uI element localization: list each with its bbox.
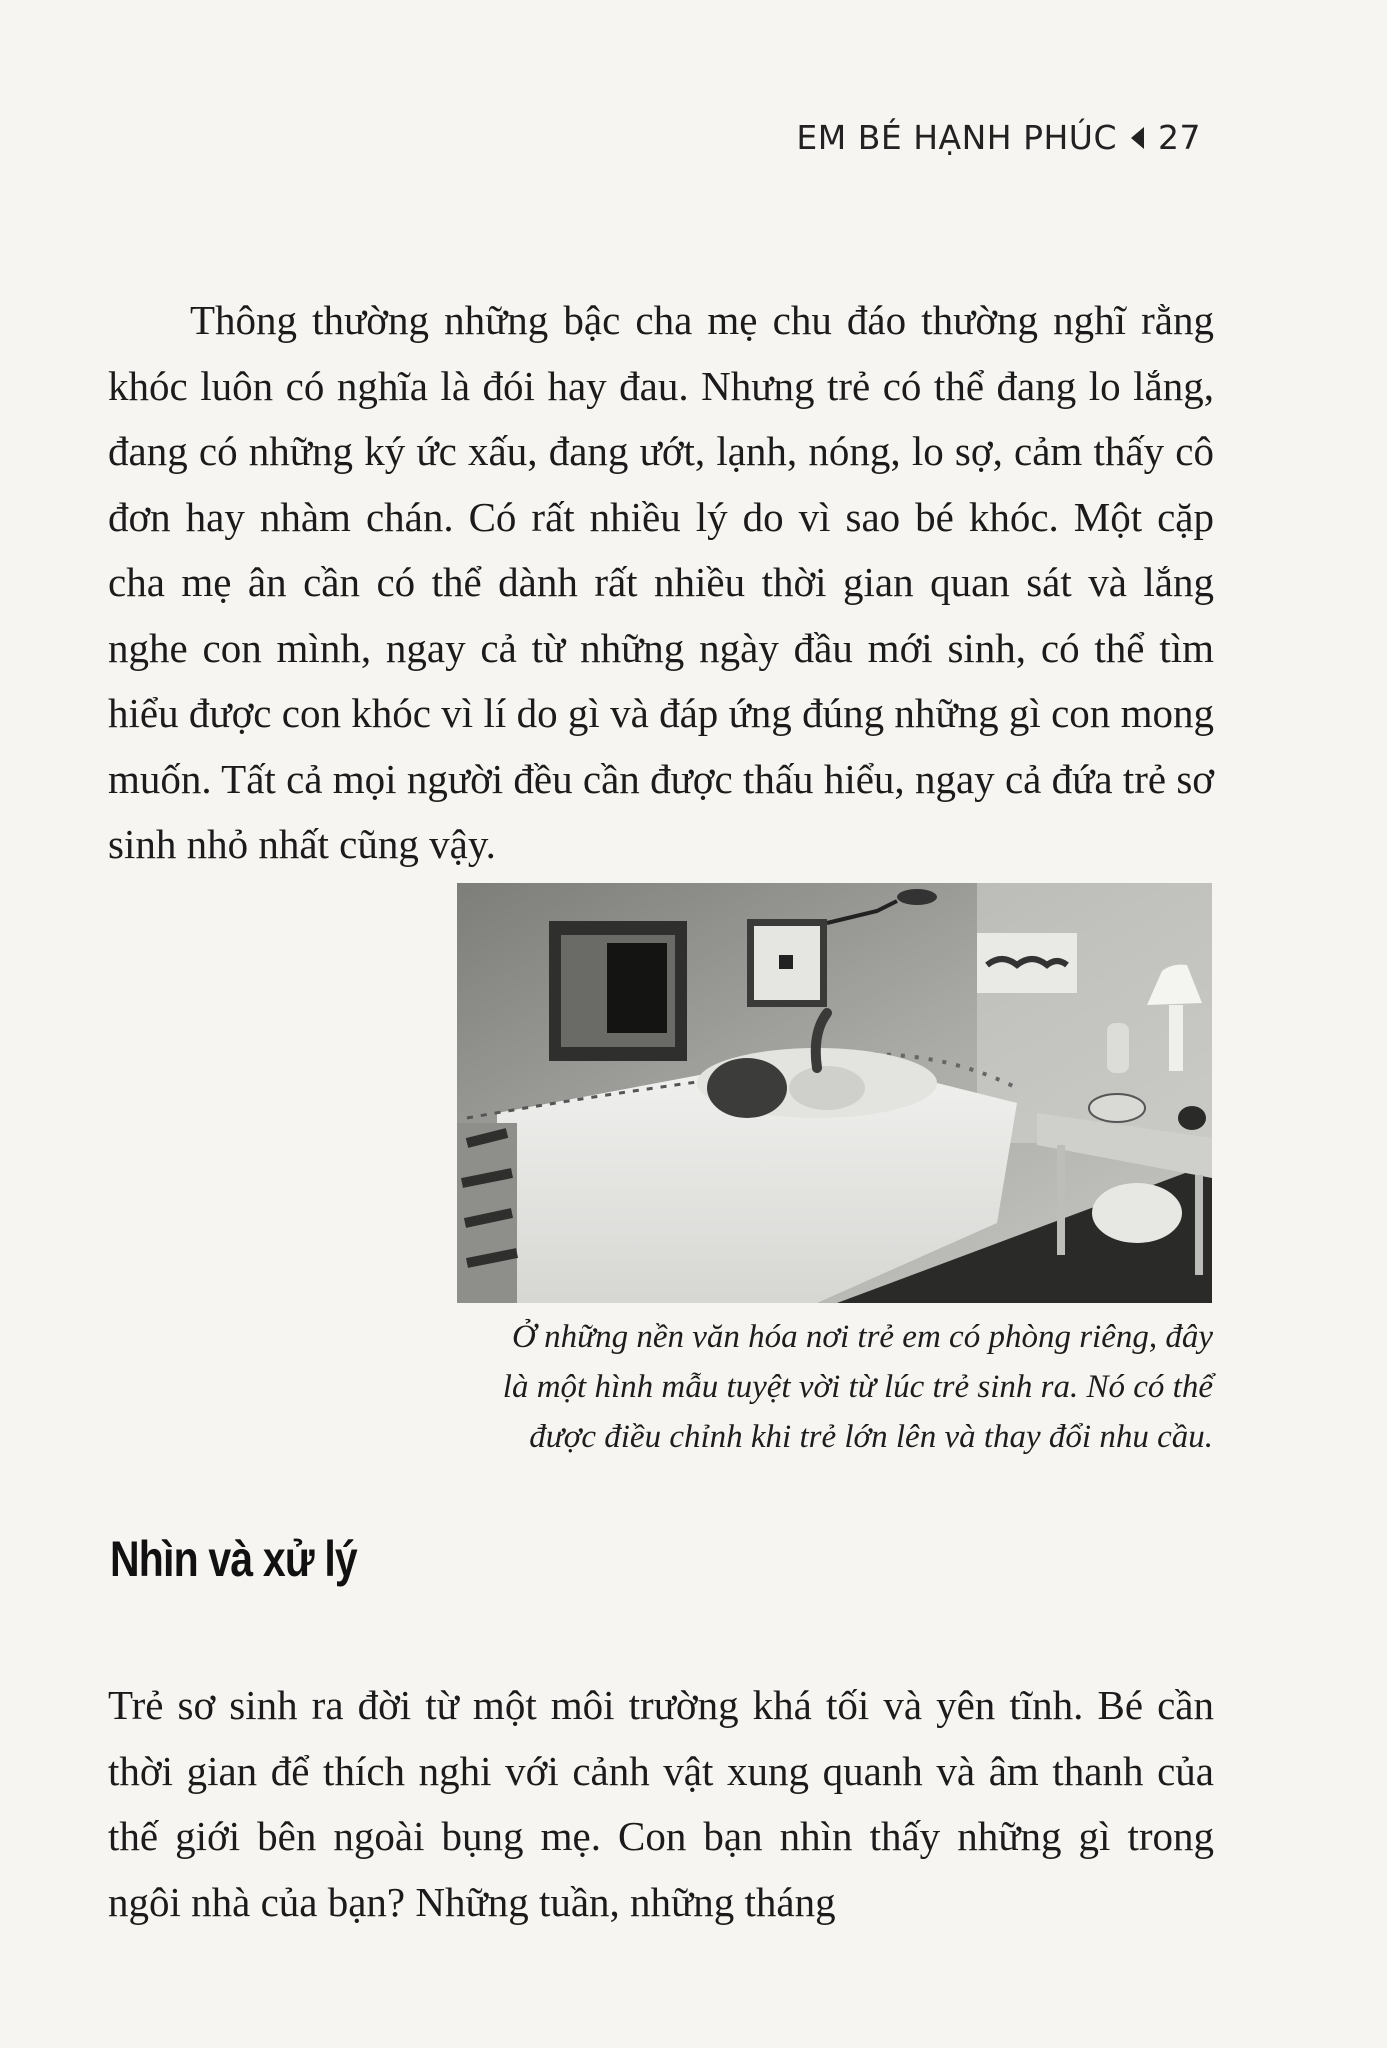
figure-caption-line-3: được điều chỉnh khi trẻ lớn lên và thay đổi nhu cầu. [529, 1419, 1213, 1455]
running-title: EM BÉ HẠNH PHÚC [796, 118, 1117, 157]
section-heading: Nhìn và xử lý [110, 1531, 357, 1587]
figure-caption [375, 1312, 1213, 1462]
bedroom-photo-illustration [457, 883, 1212, 1303]
body-paragraph-1: Thông thường những bậc cha mẹ chu đáo thường nghĩ rằng khóc luôn có nghĩa là đói hay đau. Nhưng trẻ có thể đang lo lắng, đang có những ký ức xấu, đang ướt, lạnh, nóng, lo sợ, cảm thấy cô đơn hay nhàm chán. Có rất nhiều lý do vì sao bé khóc. Một cặp cha mẹ ân cần có thể dành rất nhiều thời gian quan sát và lắng nghe con mình, ngay cả từ những ngày đầu mới sinh, có thể tìm hiểu được con khóc vì lí do gì và đáp ứng đúng những gì con mong muốn. Tất cả mọi người đều cần được thấu hiểu, ngay cả đứa trẻ sơ sinh nhỏ nhất cũng vậy. [108, 297, 1214, 867]
running-head [796, 118, 1201, 157]
figure-caption-line-2: là một hình mẫu tuyệt vời từ lúc trẻ sinh ra. Nó có thể [502, 1369, 1213, 1405]
page-number: 27 [1158, 118, 1201, 157]
bedroom-photo [457, 883, 1212, 1303]
body-paragraph-2: Trẻ sơ sinh ra đời từ một môi trường khá tối và yên tĩnh. Bé cần thời gian để thích nghi với cảnh vật xung quanh và âm thanh của thế giới bên ngoài bụng mẹ. Con bạn nhìn thấy những gì trong ngôi nhà của bạn? Những tuần, những tháng [108, 1682, 1214, 1925]
figure-caption-line-1: Ở những nền văn hóa nơi trẻ em có phòng riêng, đây [512, 1319, 1213, 1355]
left-triangle-icon [1131, 127, 1144, 149]
